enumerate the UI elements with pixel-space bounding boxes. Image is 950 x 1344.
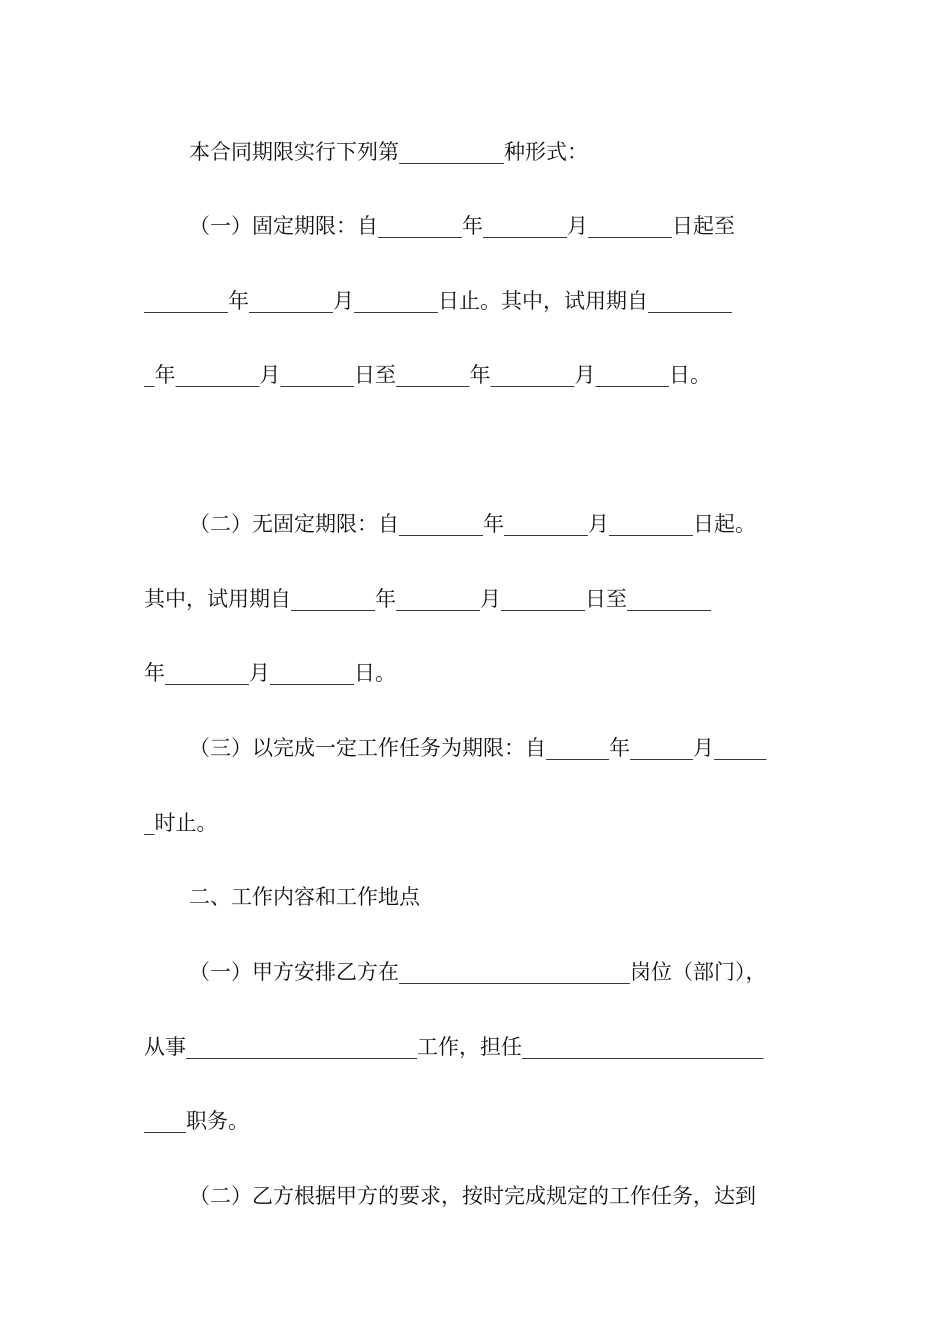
doc-line-2: （一）固定期限：自________年________月________日起至 — [189, 214, 735, 238]
doc-line-5: （二）无固定期限：自________年________月________日起。 — [189, 512, 756, 536]
doc-line-14: （二）乙方根据甲方的要求，按时完成规定的工作任务，达到 — [189, 1184, 756, 1208]
doc-line-11: （一）甲方安排乙方在______________________岗位（部门）， — [189, 960, 767, 984]
doc-line-12: 从事______________________工作，担任_______________________ — [144, 1035, 764, 1059]
section-heading: 二、工作内容和工作地点 — [189, 885, 420, 909]
doc-line-3: ________年________月________日止。其中，试用期自________ — [144, 289, 732, 313]
doc-line-7: 年________月________日。 — [144, 661, 396, 685]
doc-line-13: ____职务。 — [144, 1109, 249, 1133]
doc-line-8: （三）以完成一定工作任务为期限：自______年______月_____ — [189, 736, 767, 760]
doc-line-4: _年________月_______日至_______年________月_______日。 — [144, 363, 711, 387]
doc-line-9: _时止。 — [144, 811, 218, 835]
doc-line-1: 本合同期限实行下列第__________种形式： — [189, 140, 588, 164]
doc-line-6: 其中，试用期自________年________月________日至________ — [144, 587, 711, 611]
